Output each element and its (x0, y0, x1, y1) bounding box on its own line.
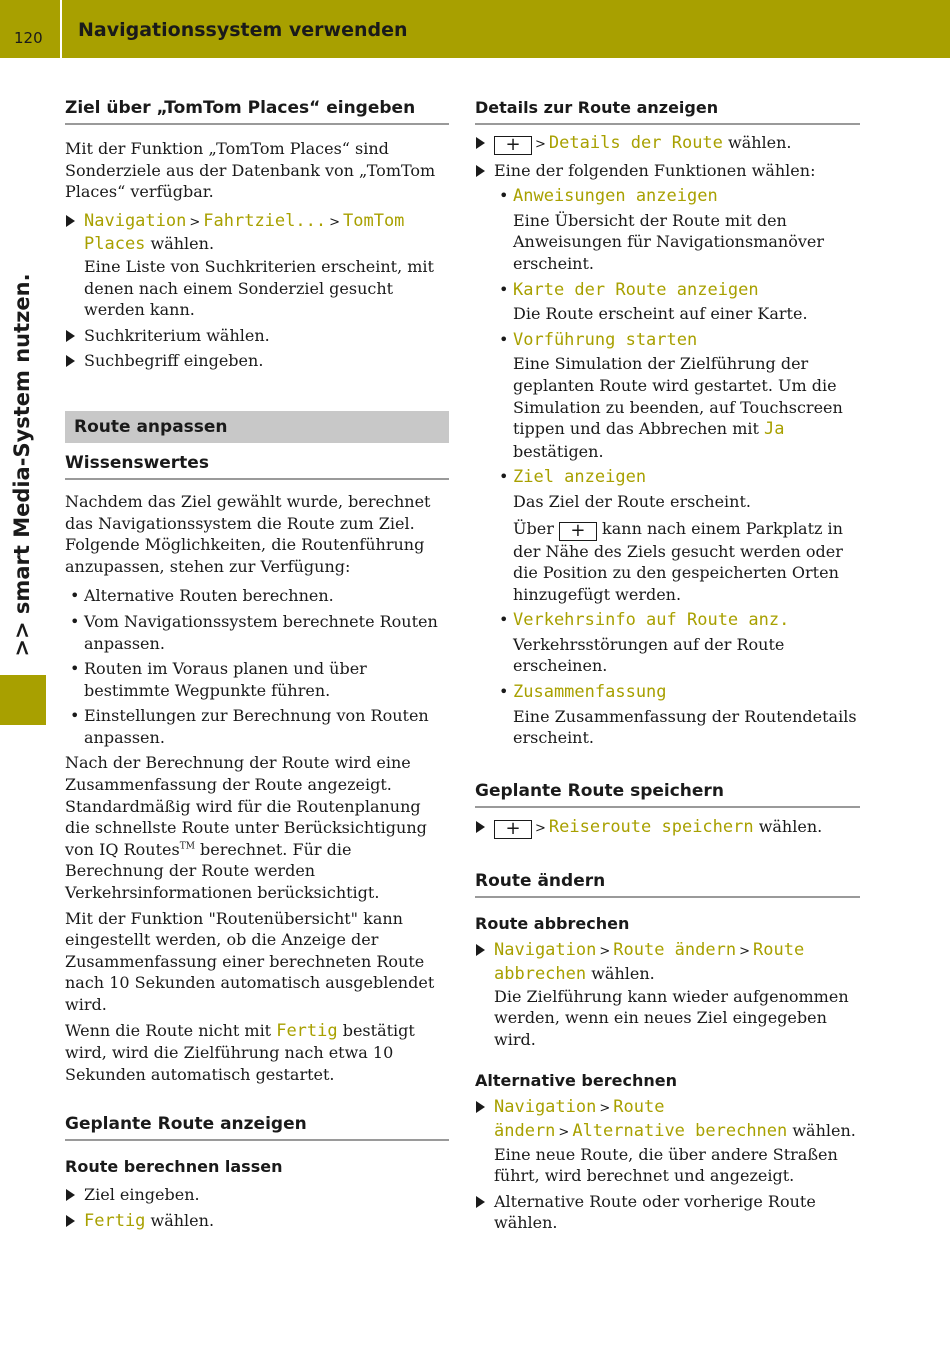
plus-icon: + (494, 820, 532, 839)
option-zusammenfassung (494, 681, 860, 749)
option-description: Eine Übersicht der Route mit den Anweisungen für Navigationsmanöver erscheint. (513, 210, 824, 273)
route-abbrechen-subheading: Route abbrechen (475, 914, 630, 934)
geplante-step-1: Ziel eingeben. (65, 1184, 449, 1206)
step-suffix: wählen. (722, 133, 792, 152)
menu-navigation: Navigation (494, 1097, 597, 1118)
menu-alternative-berechnen: Alternative berechnen (572, 1121, 788, 1141)
menu-ziel-anzeigen: Ziel anzeigen (513, 467, 647, 488)
menu-route-aendern: Route ändern (494, 1097, 665, 1141)
option-description: Das Ziel der Route erscheint. (513, 491, 751, 511)
details-heading: Details zur Route anzeigen (475, 96, 860, 125)
list-item: • Alternative Routen berechnen. (65, 585, 449, 607)
option-description: Eine Zusammenfassung der Routendetails erscheint. (513, 706, 857, 748)
details-step-2: Eine der folgenden Funktionen wählen: (475, 160, 860, 182)
route-anpassen-paragraph-3 (65, 1020, 449, 1086)
side-section-label: >> smart Media-System nutzen. (10, 273, 35, 657)
list-item: • Vom Navigationssystem berechnete Routen anpassen. (65, 611, 449, 654)
alternative-step-1 (475, 1096, 860, 1186)
places-step-1-note: Eine Liste von Suchkriterien erscheint, mit denen nach einem Sonderziel gesucht werden kann. (84, 256, 434, 320)
menu-navigation: Navigation (84, 210, 187, 231)
option-extra (513, 518, 860, 606)
separator: > (599, 1101, 611, 1117)
option-anweisungen (494, 185, 860, 274)
right-column (475, 96, 860, 1234)
section-bar-route-anpassen: Route anpassen (65, 411, 449, 443)
route-anpassen-intro: Nachdem das Ziel gewählt wurde, berechnet das Navigationssystem die Route zum Ziel. Folgende Möglichkeiten, die Routenführung anzupassen, stehen zur Verfügung: (65, 491, 431, 576)
option-verkehrsinfo (494, 609, 860, 677)
menu-ja: Ja (764, 419, 785, 440)
option-description: Die Route erscheint auf einer Karte. (513, 304, 808, 324)
separator: > (739, 944, 750, 960)
menu-vorfuehrung-starten: Vorführung starten (513, 329, 698, 350)
list-item: • Routen im Voraus planen und über bestimmte Wegpunkte führen. (65, 658, 449, 701)
places-heading: Ziel über „TomTom Places“ eingeben (65, 96, 449, 125)
header-bar (0, 0, 950, 58)
step-suffix: wählen. (753, 816, 823, 836)
text: Über (513, 518, 559, 538)
route-anpassen-paragraph-2: Mit der Funktion "Routenübersicht" kann eingestellt werden, ob die Anzeige der Zusammenfassung einer berechneten Route nach 10 Sekunden automatisch ausgeblendet wird. (65, 908, 435, 1014)
page-number-box (0, 0, 62, 58)
wissenswertes-heading: Wissenswertes (65, 451, 449, 480)
text: berechnet. Für die Berechnung der Route werden Verkehrsinformationen berücksichtigt. (65, 839, 380, 903)
places-intro: Mit der Funktion „TomTom Places“ sind Sonderziele aus der Datenbank von „TomTom Places“ verfügbar. (65, 139, 436, 202)
separator: > (558, 1125, 570, 1140)
menu-anweisungen-anzeigen: Anweisungen anzeigen (513, 186, 718, 207)
details-step-1 (475, 132, 860, 156)
separator: > (329, 214, 340, 230)
places-step-1 (65, 210, 449, 321)
text: Nach der Berechnung der Route wird eine Zusammenfassung der Route angezeigt. Standardmäßig wird für die Routenplanung die schnellste Route unter Berücksichtigung von IQ Routes (65, 753, 427, 859)
left-column (65, 96, 449, 1233)
places-step-3: Suchbegriff eingeben. (65, 350, 449, 372)
step-suffix: wählen. (787, 1121, 856, 1140)
text: bestätigt wird, wird die Zielführung nach etwa 10 Sekunden automatisch gestartet. (65, 1020, 415, 1084)
option-karte (494, 279, 860, 325)
menu-karte-der-route-anzeigen: Karte der Route anzeigen (513, 279, 759, 300)
step-suffix: wählen. (145, 1210, 215, 1230)
menu-route-aendern: Route ändern (613, 940, 737, 961)
menu-fertig: Fertig (276, 1020, 338, 1041)
geplante-step-2 (65, 1210, 449, 1233)
speichern-step (475, 816, 860, 840)
option-description: Verkehrsstörungen auf der Route erscheinen. (513, 634, 785, 676)
separator: > (599, 944, 611, 960)
menu-reiseroute-speichern: Reiseroute speichern (548, 816, 754, 837)
side-tab-marker (0, 675, 46, 725)
option-ziel (494, 466, 860, 605)
chapter-title: Navigationssystem verwenden (78, 19, 408, 41)
plus-icon: + (559, 522, 597, 541)
text: bestätigen. (513, 441, 604, 461)
abbrechen-note: Die Zielführung kann wieder aufgenommen werden, wenn ein neues Ziel eingegeben wird. (494, 986, 849, 1049)
menu-details-der-route: Details der Route (548, 133, 723, 153)
route-berechnen-subheading: Route berechnen lassen (65, 1157, 283, 1177)
menu-verkehrsinfo: Verkehrsinfo auf Route anz. (513, 610, 790, 631)
menu-fertig: Fertig (84, 1210, 146, 1231)
separator: > (535, 820, 546, 836)
menu-fahrtziel: Fahrtziel... (203, 210, 327, 231)
abbrechen-step (475, 939, 860, 1050)
option-vorfuehrung (494, 329, 860, 463)
alternative-step-2: Alternative Route oder vorherige Route wählen. (475, 1191, 860, 1234)
menu-zusammenfassung: Zusammenfassung (513, 682, 667, 703)
step-suffix: wählen. (586, 964, 655, 984)
places-step-2: Suchkriterium wählen. (65, 325, 449, 347)
text: kann nach einem Parkplatz in der Nähe des Ziels gesucht werden oder die Position zu den gespeicherten Orten hinzugefügt werden. (513, 518, 843, 604)
text: Wenn die Route nicht mit (65, 1020, 277, 1040)
step-suffix: wählen. (145, 234, 215, 254)
menu-route-abbrechen: Route abbrechen (494, 940, 805, 985)
route-aendern-heading: Route ändern (475, 869, 860, 898)
geplante-route-heading: Geplante Route anzeigen (65, 1112, 449, 1141)
alternative-subheading: Alternative berechnen (475, 1071, 677, 1091)
option-description (513, 353, 860, 462)
menu-tomtom-places: TomTom Places (84, 210, 405, 255)
list-item: • Einstellungen zur Berechnung von Routen anpassen. (65, 705, 449, 748)
plus-icon: + (494, 136, 532, 155)
separator: > (189, 214, 201, 230)
menu-navigation: Navigation (494, 940, 597, 961)
speichern-heading: Geplante Route speichern (475, 779, 860, 808)
alternative-note: Eine neue Route, die über andere Straßen führt, wird berechnet und angezeigt. (494, 1144, 838, 1186)
route-anpassen-paragraph-1 (65, 752, 449, 903)
page-number: 120 (14, 29, 43, 47)
text: Eine Simulation der Zielführung der geplanten Route wird gestartet. Um die Simulation zu beenden, auf Touchscreen tippen und das Abbrechen mit (513, 354, 843, 439)
trademark: TM (179, 841, 195, 852)
separator: > (535, 137, 546, 152)
